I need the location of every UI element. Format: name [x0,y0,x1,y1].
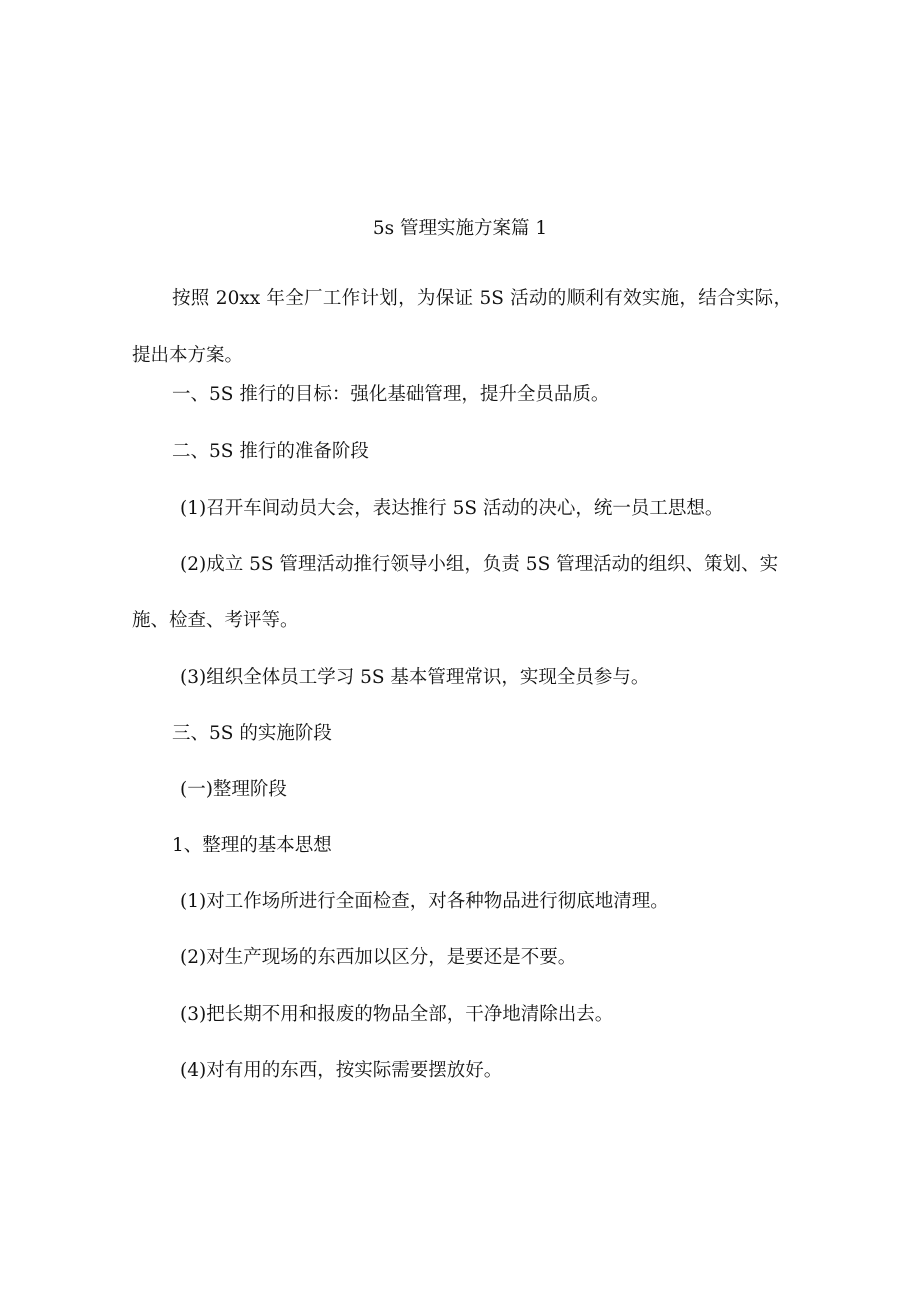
document-title: 5s 管理实施方案篇 1 [372,218,548,239]
prep-item-2-continued: 施、检查、考评等。 [132,610,299,631]
section-implementation: 三、5S 的实施阶段 [172,723,332,744]
intro-paragraph: 按照 20xx 年全厂工作计划，为保证 5S 活动的顺利有效实施，结合实际，提出本方案。 [132,288,792,366]
sort-basic-idea-heading: 1、整理的基本思想 [172,835,332,856]
prep-item-2: (2)成立 5S 管理活动推行领导小组，负责 5S 管理活动的组织、策划、实 [180,554,779,575]
sort-item-3: (3)把长期不用和报废的物品全部，干净地清除出去。 [180,1004,614,1025]
prep-item-1: (1)召开车间动员大会，表达推行 5S 活动的决心，统一员工思想。 [180,498,724,519]
prep-item-3: (3)组织全体员工学习 5S 基本管理常识，实现全员参与。 [180,667,650,688]
sort-item-1: (1)对工作场所进行全面检查，对各种物品进行彻底地清理。 [180,891,669,912]
sort-item-4: (4)对有用的东西，按实际需要摆放好。 [180,1060,503,1081]
phase-sort: (一)整理阶段 [180,779,287,800]
section-preparation: 二、5S 推行的准备阶段 [172,441,369,462]
sort-item-2: (2)对生产现场的东西加以区分，是要还是不要。 [180,947,577,968]
section-goal: 一、5S 推行的目标：强化基础管理，提升全员品质。 [172,384,610,405]
